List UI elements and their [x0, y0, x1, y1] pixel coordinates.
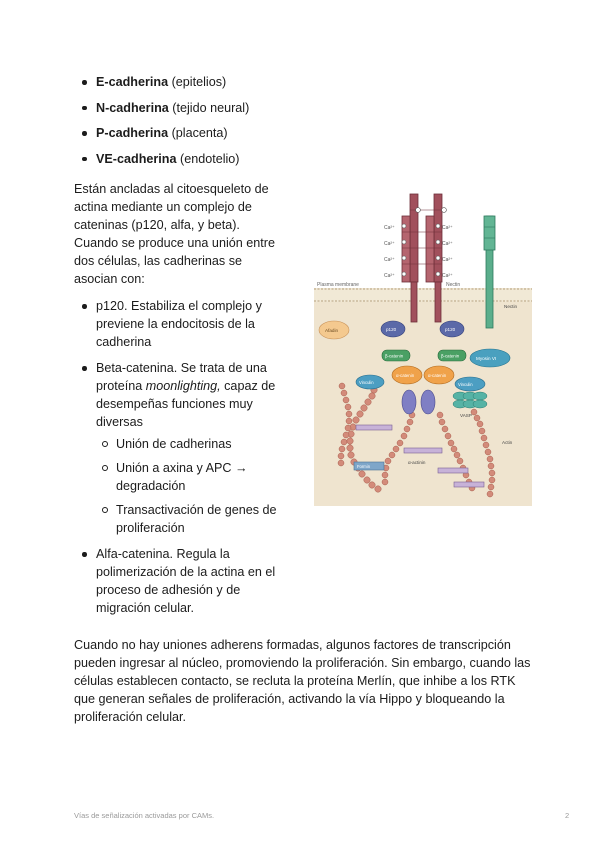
- nectin-protein: [484, 216, 495, 328]
- svg-text:Afadin: Afadin: [325, 328, 339, 333]
- svg-text:α-catenin: α-catenin: [396, 373, 415, 378]
- svg-text:Ca²⁺: Ca²⁺: [384, 273, 395, 279]
- svg-text:Ca²⁺: Ca²⁺: [442, 241, 453, 247]
- eplin: [421, 390, 435, 414]
- svg-text:α-catenin: α-catenin: [428, 373, 447, 378]
- svg-text:β-catenin: β-catenin: [385, 353, 404, 359]
- adherens-junction-figure: [314, 190, 532, 506]
- list-item: E-cadherina (epitelios): [74, 74, 334, 90]
- nectin-side-label: Nectin: [504, 304, 518, 309]
- svg-text:p120: p120: [445, 327, 456, 332]
- svg-text:β-catenin: β-catenin: [441, 353, 460, 359]
- sub-list-item: Transactivación de genes de proliferación: [96, 501, 294, 537]
- svg-text:Vinculin: Vinculin: [458, 382, 473, 387]
- associated-protein-list: [74, 297, 294, 625]
- svg-text:Ca²⁺: Ca²⁺: [442, 273, 453, 279]
- vasp-label: VASP: [460, 413, 472, 418]
- svg-text:Formin: Formin: [357, 464, 371, 469]
- alpha-actinin-label: α-actinin: [408, 460, 426, 465]
- list-item: P-cadherina (placenta): [74, 125, 334, 141]
- beta-catenin-function-list: [96, 435, 294, 537]
- svg-text:Ca²⁺: Ca²⁺: [442, 257, 453, 263]
- svg-text:Ca²⁺: Ca²⁺: [384, 241, 395, 247]
- svg-text:Vinculin: Vinculin: [359, 380, 374, 385]
- actin-label: Actin: [502, 440, 513, 445]
- eplin: [402, 390, 416, 414]
- list-item-beta-catenin: Beta-catenina. Se trata de una proteína moonlighting, capaz de desempeñas funciones muy diversas Unión de cadherinas Unión a axina y APC → degradación Transactivación de genes de proliferación: [74, 359, 294, 537]
- sub-list-item: Unión de cadherinas: [96, 435, 294, 453]
- svg-text:Ca²⁺: Ca²⁺: [384, 257, 395, 263]
- list-item: VE-cadherina (endotelio): [74, 151, 334, 167]
- page-number: 2: [565, 811, 570, 820]
- svg-text:Ca²⁺: Ca²⁺: [384, 225, 395, 231]
- plasma-membrane: [314, 288, 532, 302]
- list-item-p120: p120. Estabiliza el complejo y previene la endocitosis de la cadherina: [74, 297, 294, 351]
- closing-paragraph: Cuando no hay uniones adherens formadas, algunos factores de transcripción pueden ingresar al núcleo, promoviendo la proliferación. Sin embargo, cuando las células establecen contacto, se recluta la proteína Merlín, que inhibe a los RTK que generan señales de proliferación, activando la vía Hippo y bloqueando la proliferación celular.: [74, 638, 531, 724]
- vasp-cluster: [453, 392, 487, 408]
- list-item: N-cadherina (tejido neural): [74, 100, 334, 116]
- footer-title: Vías de señalización activadas por CAMs.: [74, 811, 215, 820]
- svg-text:Ca²⁺: Ca²⁺: [442, 225, 453, 231]
- sub-list-item: Unión a axina y APC → degradación: [96, 459, 294, 495]
- svg-text:p120: p120: [386, 327, 397, 332]
- svg-text:Myosin VI: Myosin VI: [476, 356, 497, 361]
- list-item-alpha-catenin: Alfa-catenina. Regula la polimerización de la actina en el proceso de adhesión y de migración celular.: [74, 545, 294, 617]
- nectin-label: Nectin: [446, 282, 461, 288]
- anchoring-paragraph: Están ancladas al citoesqueleto de actina mediante un complejo de cateninas (p120, alfa, y beta). Cuando se produce una unión entre dos células, las cadherinas se asocian con:: [74, 182, 275, 286]
- cadherin-type-list: [74, 74, 334, 176]
- membrane-label: Plasma membrane: [317, 282, 359, 288]
